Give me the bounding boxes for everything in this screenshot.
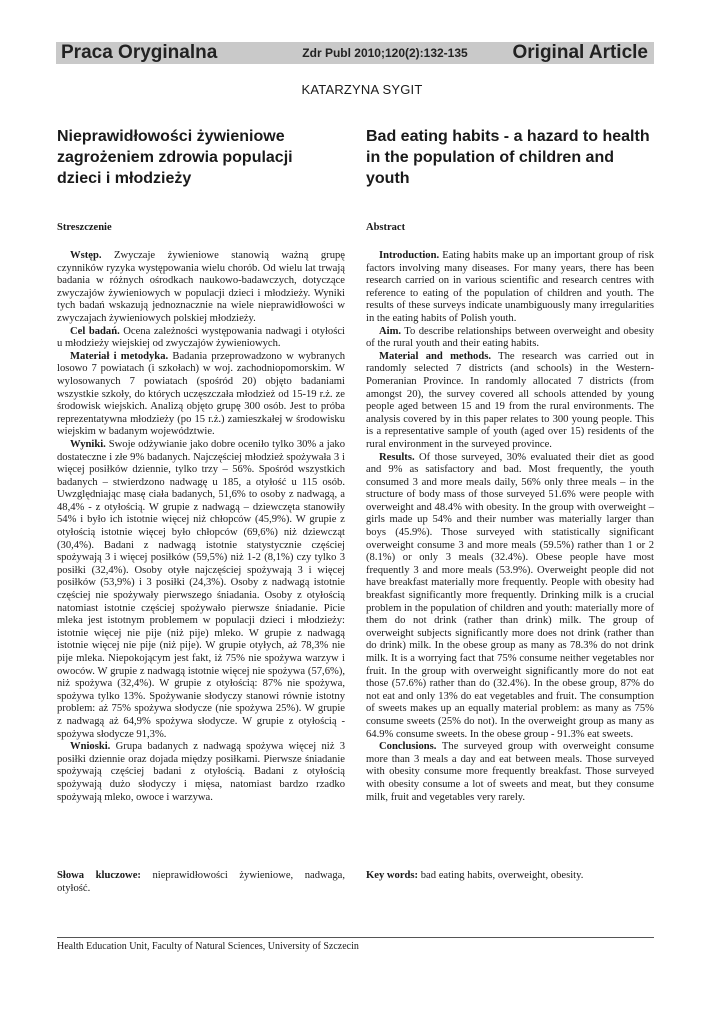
label-aim-en: Aim.	[379, 325, 402, 337]
paragraph-methods-pl	[57, 351, 345, 439]
title-en: Bad eating habits - a hazard to health in the population of children and youth	[366, 128, 650, 187]
paragraph-intro-en	[366, 250, 654, 326]
paragraph-conclusions-en	[366, 741, 654, 804]
paragraph-results-pl	[57, 439, 345, 741]
text-methods-en: The research was carried out in randomly selected 7 districts (and schools) in the Western-Pomeranian Province. In randomly allocated 7 districts (from amongst 20), the survey covered all schools attended by young people aged between 15 and 19 from the rural environments. The analysis covered by in this paper relates to 300 young people. This is a representative sample of youth (aged over 15) residents of the rural environment in the surveyed province.	[366, 350, 654, 450]
text-aim-en: To describe relationships between overweight and obesity of the rural youth and their eating habits.	[366, 325, 654, 350]
article-type-en: Original Article	[512, 42, 648, 63]
text-intro-pl: Zwyczaje żywieniowe stanowią ważną grupę czynników ryzyka występowania wielu chorób. Od wielu lat trwają badania w różnych ośrodkach naukowo-badawczych, dotyczące zwyczajów żywieniowych w populacji dzieci i młodzieży. Wyniki tych badań wskazują jednoznacznie na wiele nieprawidłowości w zwyczajach żywieniowych polskiej młodzieży.	[57, 250, 345, 324]
label-intro-pl: Wstęp.	[70, 250, 102, 261]
text-results-en: Of those surveyed, 30% evaluated their diet as good and 9% as satisfactory and bad. Most frequently, the youth consumed 3 and more meals daily, 56% only three meals – in the structure of body mass of those surveyed 51.6% were people with overweight and 48.4% with obesity. In the group with overweight – girls made up 54% and their number was materially larger than boys (45.9%). Those surveyed with statistically significant overweight consume 3 and more meals (59.5%) rather than 1 or 2 (8.1%) or only 3 meals (32.4%). Obese people have most frequently 3 and more meals (53.9%). Overweight people did not have breakfast materially more frequently. People with obesity had breakfast significantly more frequently. Drinking milk is a crucial problem in the population of children and youth: materially more of them do not drink (rather than drink) milk. The group of overweight subjects significantly more does not drink (rather than do drink) milk. In the obese group as many as 78.3% do not drink milk. It is a worrying fact that 75% consume neither vegetables nor fruit. In the group with overweight significantly more do not eat those (57.6%) rather than do (32.4%). In the obese group, 87% do not eat and only 13% do eat vegetables and fruit. The consumption of sweets makes up an equally material problem: as many as 75% consume sweets (25% do not). In the overweight group as many as 64.9% consume sweets. In the obese group - 91.3% eat sweets.	[366, 451, 654, 740]
paragraph-aim-pl	[57, 326, 345, 351]
section-heading-pl: Streszczenie	[57, 222, 112, 233]
text-results-pl: Swoje odżywianie jako dobre oceniło tylko 30% a jako dostateczne i złe 9% badanych. Najczęściej młodzież spożywała 3 i więcej posiłków dziennie, tylko trzy – 56%. Spośród wszystkich badanych – stwierdzono nadwagę u 185, a otyłość u 115 osób. Uwzględniając masę ciała badanych, 51,6% to osoby z nadwagą, a 48,4% - z otyłością. W grupie z nadwagą – dziewczęta stanowiły 54% i było ich istotnie więcej niż chłopców (45,9%). W grupie z otyłością istotnie więcej było chłopców (69,6%) niż dziewcząt (30,4%). Badani z nadwagą istotnie statystycznie częściej spożywają 3 i więcej posiłków (59,5%) niż 1-2 (8,1%) czy tylko 3 posiłki (32,4%). Osoby otyłe najczęściej spożywają 3 i więcej posiłków (53,9%) i 3 posiłki (24,3%). Osoby z nadwagą istotnie częściej nie spożywały pierwszego śniadania. Osoby z otyłością natomiast istotnie częściej spożywało pierwsze śniadanie. Picie mleka jest istotnym problemem w populacji dzieci i młodzieży: istotnie więcej nie pije (niż pije) mleko. W grupie z nadwagą istotnie więcej nie pije (niż pije). W grupie otyłych, aż 78,3% nie pije mleka. Niepokojącym jest fakt, iż 75% nie spożywa warzyw i owoców. W grupie z nadwagą istotnie więcej nie spożywa (57,6%), niż spożywa (32,4%). W grupie z otyłością: 87% nie spożywa, spożywa tylko 13%. Spożywanie słodyczy stanowi równie istotny problem: aż 75% spożywa słodycze (nie spożywa 25%). W grupie z nadwagą aż 64,9% spożywa słodycze. W grupie z otyłością - spożywa słodycze 91,3%.	[57, 438, 345, 740]
keywords-text-en: bad eating habits, overweight, obesity.	[420, 870, 584, 881]
label-aim-pl: Cel badań.	[70, 325, 120, 337]
affiliation-footer: Health Education Unit, Faculty of Natural Sciences, University of Szczecin	[57, 941, 359, 952]
text-conclusions-pl: Grupa badanych z nadwagą spożywa więcej niż 3 posiłki dziennie oraz dojada między posiłkami. Pierwsze śniadanie spożywają częściej badani z otyłością. Badani z otyłością spożywają dużo słodyczy i mięsa, natomiast bardzo rzadko spożywają mleko, owoce i warzywa.	[57, 741, 346, 803]
author-name: KATARZYNA SYGIT	[301, 82, 423, 97]
section-heading-en: Abstract	[366, 222, 406, 233]
paragraph-results-en	[366, 452, 654, 742]
article-type-pl: Praca Oryginalna	[61, 42, 218, 63]
journal-citation: Zdr Publ 2010;120(2):132-135	[302, 46, 468, 60]
keywords-text-pl: nieprawidłowości żywieniowe, nadwaga, otyłość.	[57, 870, 345, 894]
keywords-en	[366, 870, 654, 883]
label-conclusions-pl: Wnioski.	[70, 741, 111, 753]
label-intro-en: Introduction.	[379, 250, 440, 261]
footer-divider	[57, 937, 654, 938]
paragraph-aim-en	[366, 326, 654, 351]
keywords-label-pl: Słowa kluczowe:	[57, 870, 141, 881]
paragraph-intro-pl	[57, 250, 345, 326]
label-results-pl: Wyniki.	[70, 438, 106, 450]
paragraph-conclusions-pl	[57, 741, 345, 804]
abstract-pl	[57, 250, 345, 804]
paragraph-methods-en	[366, 351, 654, 452]
journal-header-bar	[56, 42, 654, 64]
keywords-label-en: Key words:	[366, 870, 419, 881]
keywords-pl	[57, 870, 345, 895]
label-methods-pl: Materiał i metodyka.	[70, 350, 169, 362]
label-methods-en: Material and methods.	[379, 350, 491, 362]
text-conclusions-en: The surveyed group with overweight consume more than 3 meals a day and eat between meals. Those surveyed with obesity consume more frequently breakfast. Those surveyed with obesity consume a lot of sweets and meat, but they consume milk, fruit and vegetables very rarely.	[366, 741, 654, 803]
text-aim-pl: Ocena zależności występowania nadwagi i otyłości u młodzieży wiejskiej od zwyczajów żywieniowych.	[57, 325, 345, 350]
text-methods-pl: Badania przeprowadzono w wybranych losowo 7 powiatach (i szkołach) w woj. zachodniopomorskim. W wylosowanych 7 powiatach (spośród 20) objęto badaniami wszystkie szkoły, do których uczęszczała młodzież od 15-19 r.ż. ze środowisk wiejskich. Analizą objęto grupę 300 osób. Jest to próba reprezentatywna młodzieży (po 15 r.ż.) zamieszkałej w środowisku wiejskim w badanym województwie.	[57, 350, 346, 438]
abstract-en	[366, 250, 654, 804]
label-results-en: Results.	[379, 451, 415, 463]
text-intro-en: Eating habits make up an important group of risk factors involving many diseases. For many years, there has been research carried on in various scientific and research centres with reference to eating of the population of children and youth. The results of these surveys indicate unambiguously many irregularities in the eating habits of Polish youth.	[366, 250, 654, 324]
title-pl: Nieprawidłowości żywieniowe zagrożeniem zdrowia populacji dzieci i młodzieży	[57, 128, 293, 187]
label-conclusions-en: Conclusions.	[379, 741, 437, 753]
